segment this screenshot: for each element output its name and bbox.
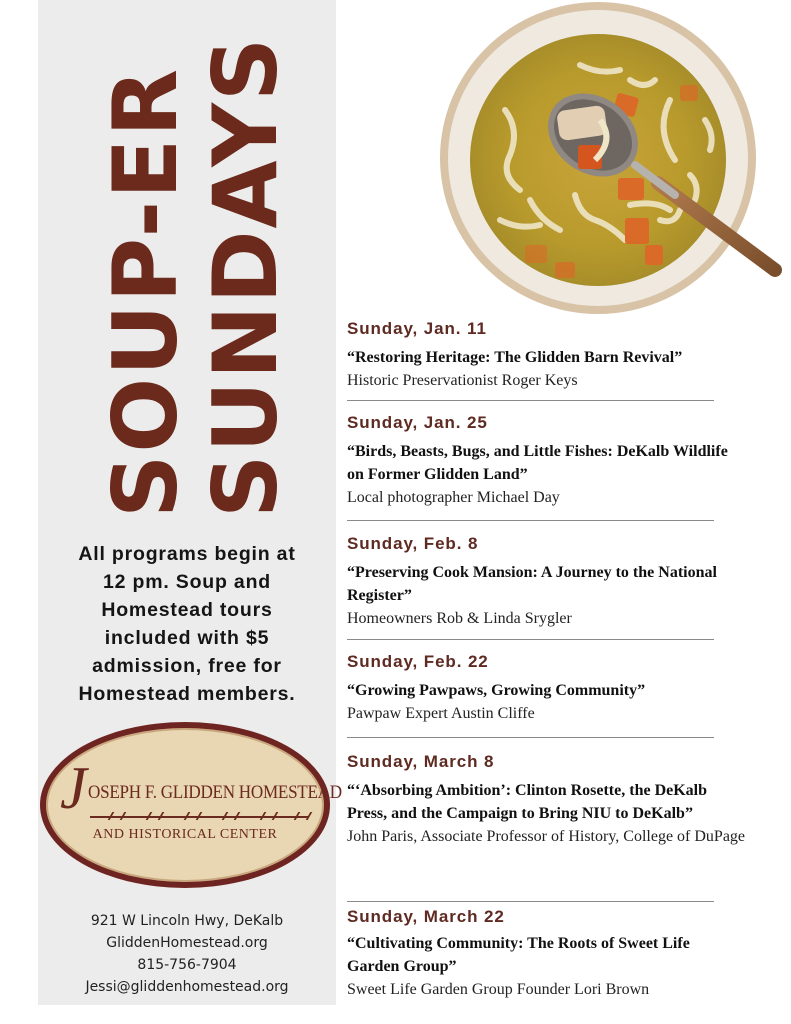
- event-speaker: Local photographer Michael Day: [347, 489, 560, 506]
- info-line: 12 pm. Soup and: [102, 571, 272, 593]
- soup-bowl-image: [430, 0, 791, 320]
- event-title: “Preserving Cook Mansion: A Journey to the National Register”: [347, 564, 717, 604]
- event-title: “‘Absorbing Ambition’: Clinton Rosette, the DeKalb Press, and the Campaign to Bring NIU to DeKalb”: [347, 782, 708, 822]
- event-item: [347, 906, 767, 1001]
- event-speaker: Historic Preservationist Roger Keys: [347, 372, 578, 389]
- event-title: “Cultivating Community: The Roots of Sweet Life Garden Group”: [347, 935, 690, 975]
- info-line: Homestead members.: [78, 683, 296, 705]
- event-date: Sunday, Feb. 8: [347, 534, 479, 553]
- divider: [347, 737, 714, 738]
- event-speaker: Homeowners Rob & Linda Srygler: [347, 610, 572, 627]
- event-item: [347, 318, 767, 402]
- event-item: [347, 651, 767, 747]
- event-speaker: John Paris, Associate Professor of History, College of DuPage: [347, 828, 746, 845]
- title-line-2: SUNDAYS: [194, 35, 297, 518]
- barbed-wire-icon: [90, 816, 308, 822]
- event-date: Sunday, Jan. 11: [347, 319, 487, 338]
- event-date: Sunday, Feb. 22: [347, 652, 489, 671]
- contact-info: [38, 910, 336, 998]
- website-link[interactable]: GliddenHomestead.org: [106, 935, 268, 951]
- event-date: Sunday, March 22: [347, 907, 505, 926]
- event-title: “Restoring Heritage: The Glidden Barn Revival”: [347, 349, 683, 366]
- event-item: [347, 751, 767, 906]
- info-line: Homestead tours: [101, 599, 273, 621]
- divider: [347, 639, 714, 640]
- event-date: Sunday, Jan. 25: [347, 413, 488, 432]
- phone: 815-756-7904: [137, 957, 237, 973]
- info-line: included with $5: [104, 627, 270, 649]
- divider: [347, 901, 714, 902]
- event-title: “Birds, Beasts, Bugs, and Little Fishes: DeKalb Wildlife on Former Glidden Land”: [347, 443, 728, 483]
- event-item: [347, 412, 767, 531]
- address: 921 W Lincoln Hwy, DeKalb: [90, 913, 284, 929]
- logo-name: OSEPH F. GLIDDEN HOMESTEAD: [88, 782, 342, 803]
- glidden-homestead-logo: [40, 722, 342, 888]
- logo-initial: J: [60, 755, 87, 821]
- soup-bowl-icon: [430, 0, 791, 320]
- flyer-title: [94, 35, 297, 518]
- title-line-1: SOUP-ER: [94, 67, 197, 518]
- program-info: [38, 540, 336, 708]
- event-speaker: Pawpaw Expert Austin Cliffe: [347, 705, 535, 722]
- event-item: [347, 533, 767, 641]
- info-line: All programs begin at: [78, 543, 296, 565]
- event-list: [347, 318, 767, 1001]
- email-link[interactable]: Jessi@gliddenhomestead.org: [85, 979, 289, 995]
- divider: [347, 520, 714, 521]
- divider: [347, 400, 714, 401]
- event-date: Sunday, March 8: [347, 752, 495, 771]
- event-speaker: Sweet Life Garden Group Founder Lori Brown: [347, 981, 650, 998]
- event-title: “Growing Pawpaws, Growing Community”: [347, 682, 646, 699]
- info-line: admission, free for: [92, 655, 282, 677]
- logo-subtitle: AND HISTORICAL CENTER: [92, 827, 278, 842]
